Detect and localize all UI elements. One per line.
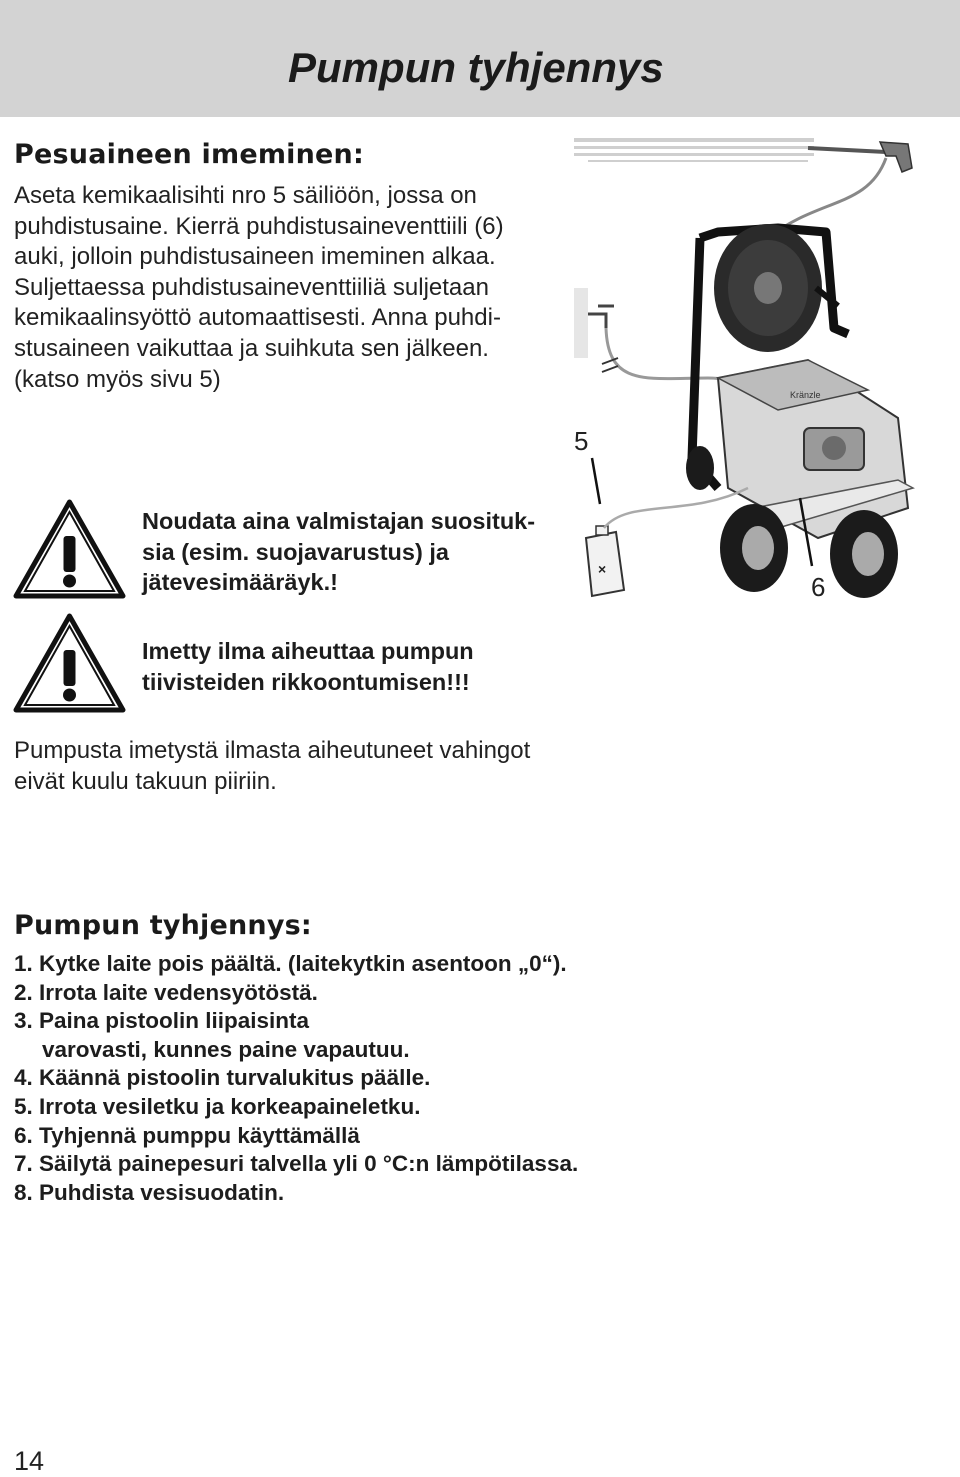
list-item: 6. Tyhjennä pumppu käyttämällä [14, 1122, 360, 1148]
warning-triangle-icon [12, 612, 127, 714]
drain-heading: Pumpun tyhjennys: [14, 910, 312, 941]
list-item: varovasti, kunnes paine vapautuu. [42, 1036, 410, 1062]
warning-text [142, 506, 535, 598]
warning-block [0, 498, 560, 608]
suction-paragraph [14, 181, 504, 395]
warning-block [0, 612, 560, 716]
list-item: 7. Säilytä painepesuri talvella yli 0 °C:n lämpötilassa. [14, 1151, 579, 1177]
suction-line: auki, jolloin puhdistusaineen imeminen alkaa. [14, 243, 496, 271]
suction-line: kemikaalinsyöttö automaattisesti. Anna puhdi- [14, 304, 501, 332]
warning-line: tiivisteiden rikkoontumisen!!! [142, 668, 470, 695]
list-item: 8. Puhdista vesisuodatin. [14, 1179, 285, 1205]
list-item: 2. Irrota laite vedensyötöstä. [14, 979, 318, 1005]
drain-steps-list [14, 950, 578, 1207]
suction-line: Aseta kemikaalisihti nro 5 säiliöön, jossa on [14, 182, 477, 209]
list-item: 1. Kytke laite pois päältä. (laitekytkin asentoon „0“). [14, 951, 567, 976]
warning-triangle-icon [12, 498, 127, 600]
suction-line: Suljettaessa puhdistusaineventtiiliä suljetaan [14, 273, 489, 301]
warning-line: Noudata aina valmistajan suosituk- [142, 508, 536, 534]
callout-5-label: 5 [574, 426, 589, 456]
suction-line: puhdistusaine. Kierrä puhdistusaineventtiili (6) [14, 212, 504, 240]
note-line: Pumpusta imetystä ilmasta aiheutuneet vahingot [14, 737, 531, 764]
warning-line: Imetty ilma aiheuttaa pumpun [142, 638, 474, 664]
pressure-washer-illustration [568, 128, 948, 648]
callout-6-label: 6 [811, 572, 826, 602]
list-item: 4. Käännä pistoolin turvalukitus päälle. [14, 1065, 431, 1091]
list-item: 5. Irrota vesiletku ja korkeapaineletku. [14, 1093, 421, 1119]
suction-heading: Pesuaineen imeminen: [14, 139, 364, 170]
suction-line: stusaineen vaikuttaa ja suihkuta sen jälkeen. [14, 334, 489, 362]
pressure-washer-drawing [568, 128, 948, 648]
warning-text [142, 636, 474, 697]
svg-text:×: × [598, 561, 607, 577]
warning-line: sia (esim. suojavarustus) ja [142, 538, 449, 565]
page-title: Pumpun tyhjennys [288, 44, 664, 91]
suction-line: (katso myös sivu 5) [14, 365, 221, 393]
warranty-note [14, 736, 530, 797]
page-header [0, 0, 960, 117]
note-line: eivät kuulu takuun piiriin. [14, 767, 277, 795]
list-item: 3. Paina pistoolin liipaisinta [14, 1008, 310, 1034]
page-number: 14 [14, 1446, 45, 1476]
warning-line: jätevesimääräyk.! [142, 569, 338, 595]
brand-label: Kränzle [790, 390, 821, 400]
